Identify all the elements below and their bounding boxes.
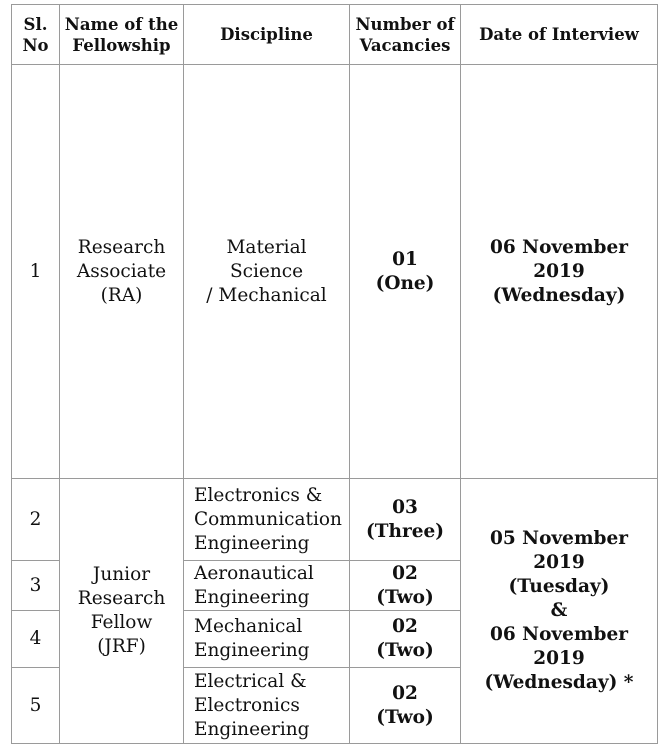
cell-discipline: Electrical & Electronics Engineering — [184, 668, 350, 744]
cell-discipline: Electronics & Communication Engineering — [184, 479, 350, 561]
table-row — [12, 479, 658, 561]
header-vacancies: Number of Vacancies — [350, 5, 461, 65]
cell-vacancies: 03 (Three) — [350, 479, 461, 561]
header-sl-no: Sl. No — [12, 5, 60, 65]
cell-discipline: Aeronautical Engineering — [184, 561, 350, 611]
cell-fellowship: Research Associate (RA) — [60, 65, 184, 479]
cell-date-jrf: 05 November 2019 (Tuesday) & 06 November 2019 (Wednesday) * — [461, 479, 658, 744]
header-row — [12, 5, 658, 65]
cell-sl-no: 2 — [12, 479, 60, 561]
cell-vacancies: 02 (Two) — [350, 668, 461, 744]
cell-fellowship-jrf: Junior Research Fellow (JRF) — [60, 479, 184, 744]
header-discipline: Discipline — [184, 5, 350, 65]
table-row-ra — [12, 65, 658, 479]
cell-sl-no: 4 — [12, 611, 60, 668]
cell-sl-no: 5 — [12, 668, 60, 744]
header-fellowship: Name of the Fellowship — [60, 5, 184, 65]
header-date: Date of Interview — [461, 5, 658, 65]
cell-vacancies: 02 (Two) — [350, 611, 461, 668]
cell-sl-no: 1 — [12, 65, 60, 479]
cell-date: 06 November 2019 (Wednesday) — [461, 65, 658, 479]
fellowship-table — [11, 4, 658, 744]
cell-vacancies: 02 (Two) — [350, 561, 461, 611]
cell-discipline: Material Science / Mechanical — [184, 65, 350, 479]
cell-vacancies: 01 (One) — [350, 65, 461, 479]
cell-sl-no: 3 — [12, 561, 60, 611]
cell-discipline: Mechanical Engineering — [184, 611, 350, 668]
